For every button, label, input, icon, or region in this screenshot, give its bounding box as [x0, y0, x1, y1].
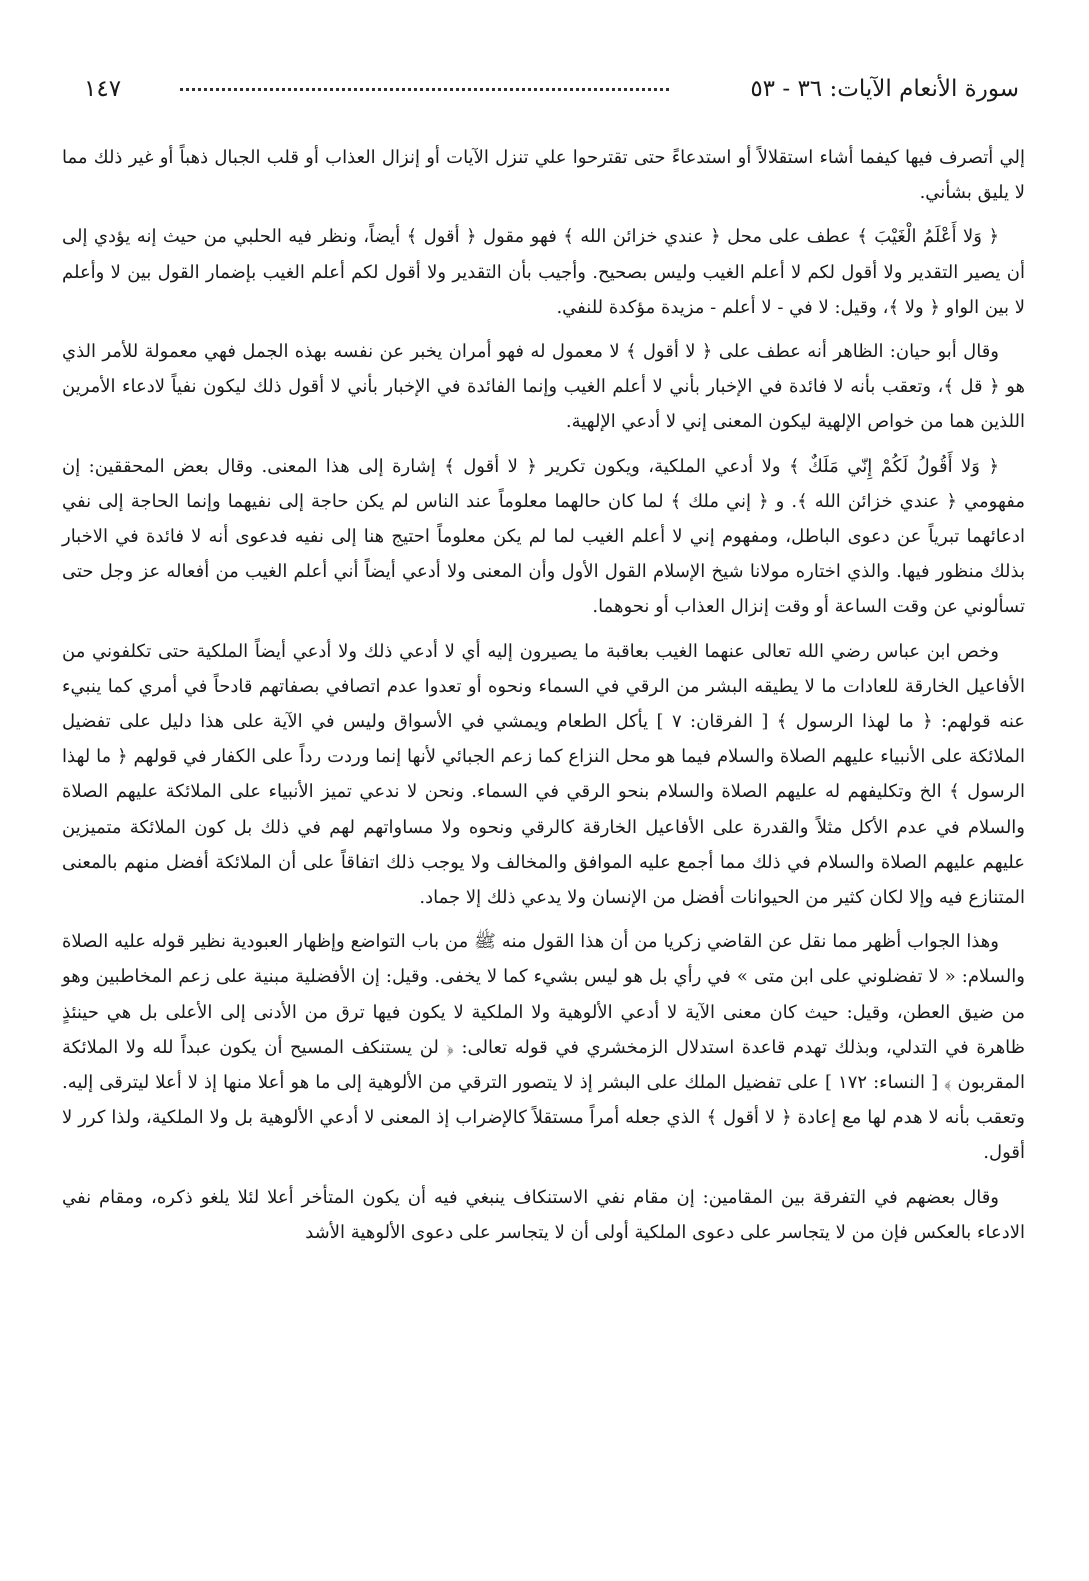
page-body [62, 140, 1025, 1259]
paragraph-3: وقال أبو حيان: الظاهر أنه عطف على ﴿ لا أقول ﴾ لا معمول له فهو أمران يخبر عن نفسه بهذه الجمل فهي معمولة للأمر الذي هو ﴿ قل ﴾، وتعقب بأنه لا فائدة في الإخبار بأني لا أعلم الغيب وإنما الفائدة في الإخبار بأني لا أقول ذلك ليكون نفياً لادعاء الأمرين اللذين هما من خواص الإلهية ليكون المعنى إني لا أدعي الإلهية. [62, 341, 1025, 433]
paragraph-1: إلي أتصرف فيها كيفما أشاء استقلالاً أو استدعاءً حتى تقترحوا علي تنزل الآيات أو إنزال العذاب أو قلب الجبال ذهباً أو غير ذلك مما لا يليق بشأني. [62, 147, 1025, 204]
paragraph-2: ﴿ وَلا أَعْلَمُ الْغَيْبَ ﴾ عطف على محل ﴿ عندي خزائن الله ﴾ فهو مقول ﴿ أقول ﴾ أيضاً، ونظر فيه الحلبي من حيث إنه يؤدي إلى أن يصير التقدير ولا أقول لكم لا أعلم الغيب وليس بصحيح. وأجيب بأن التقدير ولا أقول لكم أعلم الغيب بإضمار القول بين لا وأعلم لا بين الواو ﴿ ولا ﴾، وقيل: لا في - لا أعلم - مزيدة مؤكدة للنفي. [62, 226, 1025, 318]
paragraph-4: ﴿ وَلا أَقُولُ لَكُمْ إِنّي مَلَكٌ ﴾ ولا أدعي الملكية، ويكون تكرير ﴿ لا أقول ﴾ إشارة إلى هذا المعنى. وقال بعض المحققين: إن مفهومي ﴿ عندي خزائن الله ﴾. و ﴿ إني ملك ﴾ لما كان حالهما معلوماً عند الناس لم يكن حاجة إلى نفيهما وإنما الحاجة إلى نفي ادعائهما تبرياً عن دعوى الباطل، ومفهوم إني لا أعلم الغيب لما لم يكن معلوماً احتيج هنا إلى نفيه فدعوى أنه لا فائدة في الاخبار بذلك منظور فيها. والذي اختاره مولانا شيخ الإسلام القول الأول وأن المعنى ولا أدعي أيضاً أني أعلم الغيب من أفعاله عز وجل حتى تسألوني عن وقت الساعة أو وقت إنزال العذاب أو نحوهما. [62, 455, 1025, 618]
running-title: سورة الأنعام الآيات: ٣٦ - ٥٣ [750, 76, 1019, 102]
paragraph-7: وقال بعضهم في التفرقة بين المقامين: إن مقام نفي الاستنكاف ينبغي فيه أن يكون المتأخر أعلا لئلا يلغو ذكره، ومقام نفي الادعاء بالعكس فإن من لا يتجاسر على دعوى الملكية أولى أن لا يتجاسر على دعوى الألوهية الأشد [62, 1186, 1025, 1243]
page-number: ١٤٧ [84, 76, 122, 102]
paragraph-5: وخص ابن عباس رضي الله تعالى عنهما الغيب بعاقبة ما يصيرون إليه أي لا أدعي ذلك ولا أدعي أيضاً الملكية حتى تكلفوني من الأفاعيل الخارقة للعادات ما لا يطيقه البشر من الرقي في السماء ونحوه أو تعدوا عدم اتصافي بصفاتهم قادحاً في أمري كما ينبيء عنه قولهم: ﴿ ما لهذا الرسول ﴾ [ الفرقان: ٧ ] يأكل الطعام ويمشي في الأسواق وليس في الآية على هذا دليل على تفضيل الملائكة على الأنبياء عليهم الصلاة والسلام فيما هو محل النزاع كما زعم الجبائي لأنها إنما وردت رداً على الكفار في قولهم ﴿ ما لهذا الرسول ﴾ الخ وتكليفهم له عليهم الصلاة والسلام بنحو الرقي في السماء. ونحن لا ندعي تميز الأنبياء على الملائكة عليهم الصلاة والسلام في عدم الأكل مثلاً والقدرة على الأفاعيل الخارقة كالرقي ونحوه ولا مساواتهم لهم في ذلك بل كون الملائكة متميزين عليهم عليهم الصلاة والسلام في ذلك مما أجمع عليه الموافق والمخالف ولا يوجب ذلك اتفاقاً على أن الملائكة أفضل منهم بالمعنى المتنازع فيه وإلا لكان كثير من الحيوانات أفضل من الإنسان ولا يدعي ذلك إلا جماد. [62, 640, 1025, 909]
header-dotted-leader [180, 88, 669, 91]
page-header [70, 72, 1019, 106]
paragraph-6: وهذا الجواب أظهر مما نقل عن القاضي زكريا من أن هذا القول منه ﷺ من باب التواضع وإظهار العبودية نظير قوله عليه الصلاة والسلام: « لا تفضلوني على ابن متى » في رأي بل هو ليس بشيء كما لا يخفى. وقيل: إن الأفضلية مبنية على زعم المخاطبين وهو من ضيق العطن، وقيل: حيث كان معنى الآية لا أدعي الألوهية ولا الملكية لا يكون فيها ترق من الأدنى إلى الأعلى بل هي حينئذٍ ظاهرة في التدلي، وبذلك تهدم قاعدة استدلال الزمخشري في قوله تعالى: ﴿ لن يستنكف المسيح أن يكون عبداً لله ولا الملائكة المقربون ﴾ [ النساء: ١٧٢ ] على تفضيل الملك على البشر إذ لا يتصور الترقي من الألوهية إلى ما هو أعلا منها إذ لا أعلا ليترقى إليه. وتعقب بأنه لا هدم لها مع إعادة ﴿ لا أقول ﴾ الذي جعله أمراً مستقلاً كالإضراب إذ المعنى لا أدعي الألوهية بل ولا الملكية، ولذا كرر لا أقول. [62, 931, 1025, 1164]
